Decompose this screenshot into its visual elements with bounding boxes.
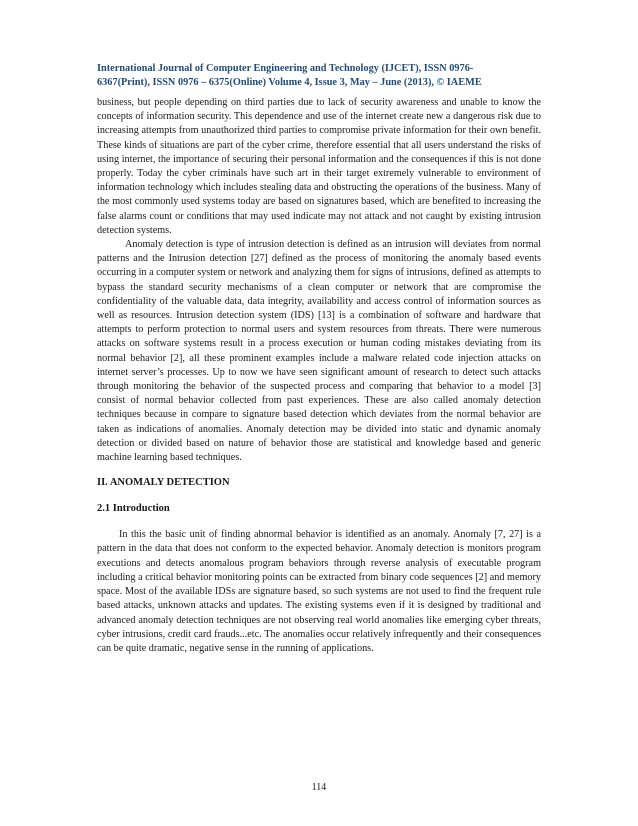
- section-heading: II. ANOMALY DETECTION: [97, 477, 230, 489]
- subsection-heading: 2.1 Introduction: [97, 503, 170, 515]
- body-paragraph-2: Anomaly detection is type of intrusion detection is defined as an intrusion will deviates from normal patterns and the Intrusion detection [27] defined as the process of monitoring the anomaly based events occurring in a computer system or network and analyzing them for signs of intrusions, defined as attempts to bypass the standard security mechanisms of a clean computer or network that are compromise the confidentiality of the valuable data, data integrity, availability and access control of information sources as well as resources. Intrusion detection system (IDS) [13] is a combination of software and hardware that attempts to perform protection to normal users and system resources from threats. There were numerous attacks on software systems result in a process execution or human coding mistakes deviating from its normal behavior [2], all these prominent examples include a malware related code injection attacks on internet server’s processes. Up to now we have seen significant amount of research to detect such attacks through monitoring the behavior of the suspected process and comparing that behavior to a model [3] consist of normal behavior collected from past experiences. These are also called anomaly detection techniques because in compare to signature based detection which deviates from the normal behavior are taken as indications of anomalies. Anomaly detection may be divided into static and dynamic anomaly detection or divided based on nature of behavior those are statistical and knowledge based and generic machine learning based techniques.: [97, 239, 541, 464]
- journal-header-line-2: 6367(Print), ISSN 0976 – 6375(Online) Volume 4, Issue 3, May – June (2013), © IAEME: [97, 77, 482, 88]
- journal-header: [97, 62, 541, 90]
- page-content: [97, 62, 541, 656]
- body-paragraph-3: In this the basic unit of finding abnormal behavior is identified as an anomaly. Anomaly [7, 27] is a pattern in the data that does not conform to the expected behavior. Anomaly detection is monitors program executions and detects anomalous program behaviors through reverse analysis of executable program including a critical behavior monitoring points can be extracted from binary code sequences [2] and memory space. Most of the available IDSs are signature based, so such systems are not used to find the frequent rule based attacks, unknown attacks and updates. The existing systems even if it is designed by traditional and advanced anomaly detection techniques are not observing real world anomalies like emerging cyber threats, cyber intrusions, credit card frauds...etc. The anomalies occur relatively infrequently and their consequences can be quite dramatic, negative sense in the running of applications.: [97, 529, 541, 654]
- body-paragraph-1: business, but people depending on third parties due to lack of security awareness and unable to know the concepts of information security. This dependence and use of the internet create new a dangerous risk due to increasing attempts from unauthorized third parties to compromise private information for their own benefit. These kinds of situations are part of the cyber crime, therefore essential that all users understand the risks of using internet, the importance of securing their personal information and the consequences if this is not done properly. Today the cyber criminals have such art in their target extremely vulnerable to environment of information technology which includes stealing data and obstructing the operations of the business. Many of the most commonly used systems today are based on signatures based, which are benefited to increasing the false alarms count or conditions that may used indicate may not attack and not caught by existing intrusion detection systems.: [97, 97, 541, 236]
- page-number: 114: [311, 782, 327, 793]
- spacer: [97, 516, 541, 528]
- journal-header-line-1: International Journal of Computer Engineering and Technology (IJCET), ISSN 0976-: [97, 63, 474, 74]
